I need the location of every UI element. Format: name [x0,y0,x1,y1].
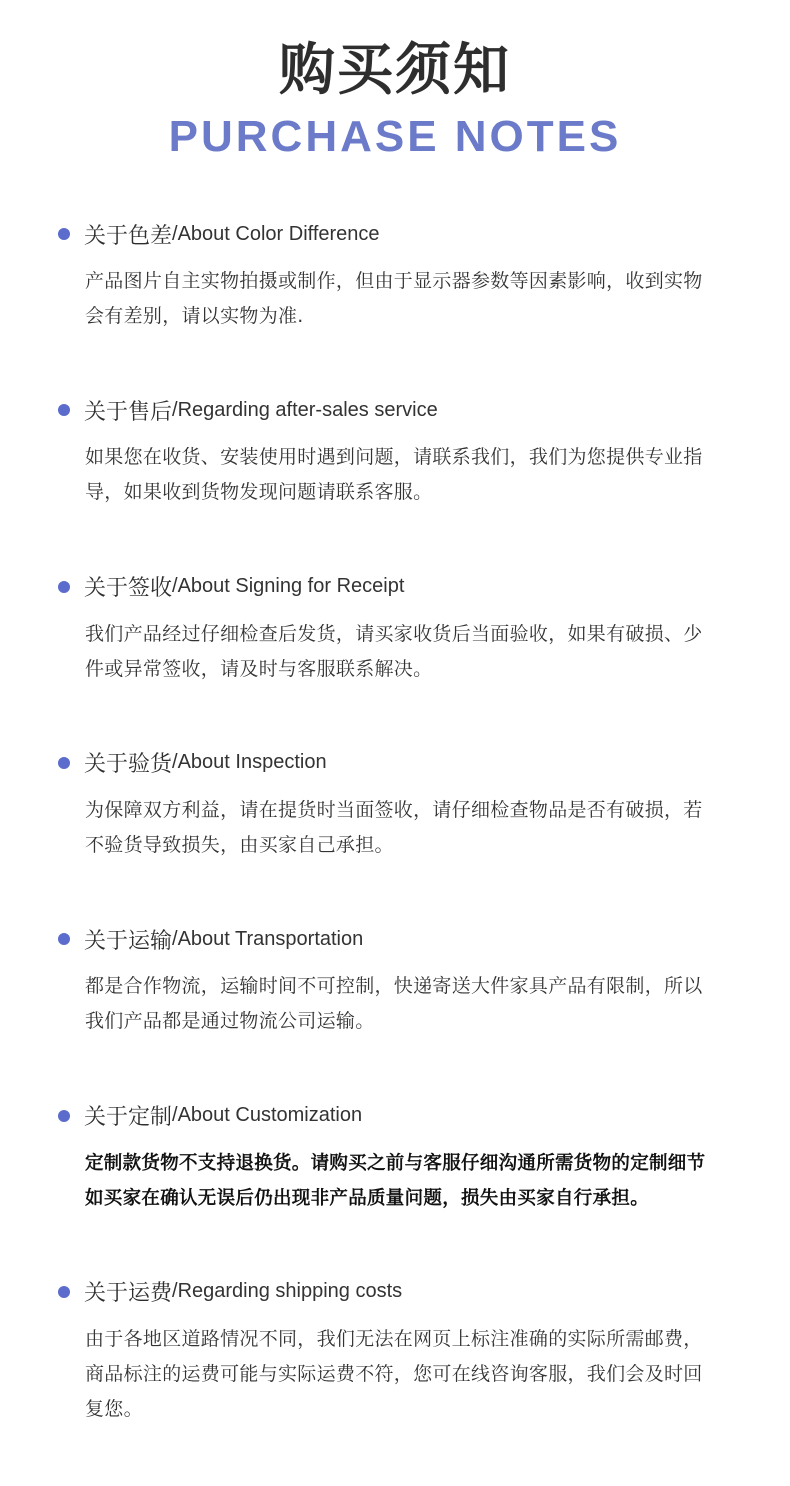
section-heading-en: /Regarding after-sales service [172,398,438,421]
section-body [85,264,745,334]
section-heading-en: /Regarding shipping costs [172,1280,403,1303]
section-body-line: 产品图片自主实物拍摄或制作，但由于显示器参数等因素影响，收到实物 [85,270,703,292]
section-body [85,1322,745,1427]
section-body-line: 导，如果收到货物发现问题请联系客服。 [85,481,433,504]
section-body-line: 为保障双方利益，请在提货时当面签收，请仔细检查物品是否有破损，若 [85,798,703,821]
section-body-line: 我们产品都是通过物流公司运输。 [85,1010,375,1033]
bullet-icon [58,1286,70,1298]
section-heading [58,395,438,425]
section-body-line: 不验货导致损失，由买家自己承担。 [85,833,394,856]
section-body-line: 件或异常签收，请及时与客服联系解决。 [85,657,433,680]
bullet-icon [58,757,70,769]
section-body-line: 复您。 [85,1397,143,1420]
page-title-en: PURCHASE NOTES [168,112,622,161]
section-heading [58,219,380,249]
section-body [85,793,745,863]
section-body [85,440,745,510]
section-heading-cn: 关于运费 [84,1281,173,1307]
section-body-line: 会有差别，请以实物为准. [85,305,304,327]
section-body-line: 如买家在确认无误后仍出现非产品质量问题，损失由买家自行承担。 [85,1187,650,1209]
section-heading-cn: 关于定制 [84,1105,173,1130]
section-body-line: 我们产品经过仔细检查后发货，请买家收货后当面验收，如果有破损、少 [85,622,703,645]
section-heading [58,572,404,602]
section-heading-cn: 关于验货 [84,752,173,778]
section-heading [58,748,327,778]
section-heading-en: /About Color Difference [172,222,380,245]
section-heading-cn: 关于色差 [84,223,173,249]
section-heading-en: /About Customization [172,1104,363,1126]
bullet-icon [58,933,70,945]
section-heading [58,1277,402,1307]
section-heading-en: /About Inspection [172,751,327,774]
bullet-icon [58,1110,70,1122]
bullet-icon [58,581,70,593]
section-body-line: 如果您在收货、安装使用时遇到问题，请联系我们，我们为您提供专业指 [85,446,703,469]
section-body-line: 由于各地区道路情况不同，我们无法在网页上标注准确的实际所需邮费， [85,1327,703,1350]
section-heading-cn: 关于运输 [84,928,173,954]
section-heading [58,924,363,954]
page-title [0,36,790,166]
section-body [85,1146,745,1216]
bullet-icon [58,404,70,416]
section-body [85,617,745,687]
section-heading-cn: 关于签收 [84,576,173,602]
bullet-icon [58,228,70,240]
section-body-line: 商品标注的运费可能与实际运费不符，您可在线咨询客服，我们会及时回 [85,1362,703,1385]
page-title-cn: 购买须知 [279,38,511,103]
section-heading-en: /About Signing for Receipt [172,575,405,598]
section-body-line: 定制款货物不支持退换货。请购买之前与客服仔细沟通所需货物的定制细节 [85,1152,706,1174]
section-heading-cn: 关于售后 [84,399,173,425]
section-heading-en: /About Transportation [172,927,364,950]
section-heading [58,1101,362,1131]
section-body-line: 都是合作物流，运输时间不可控制，快递寄送大件家具产品有限制，所以 [85,975,703,998]
section-body [85,969,745,1039]
